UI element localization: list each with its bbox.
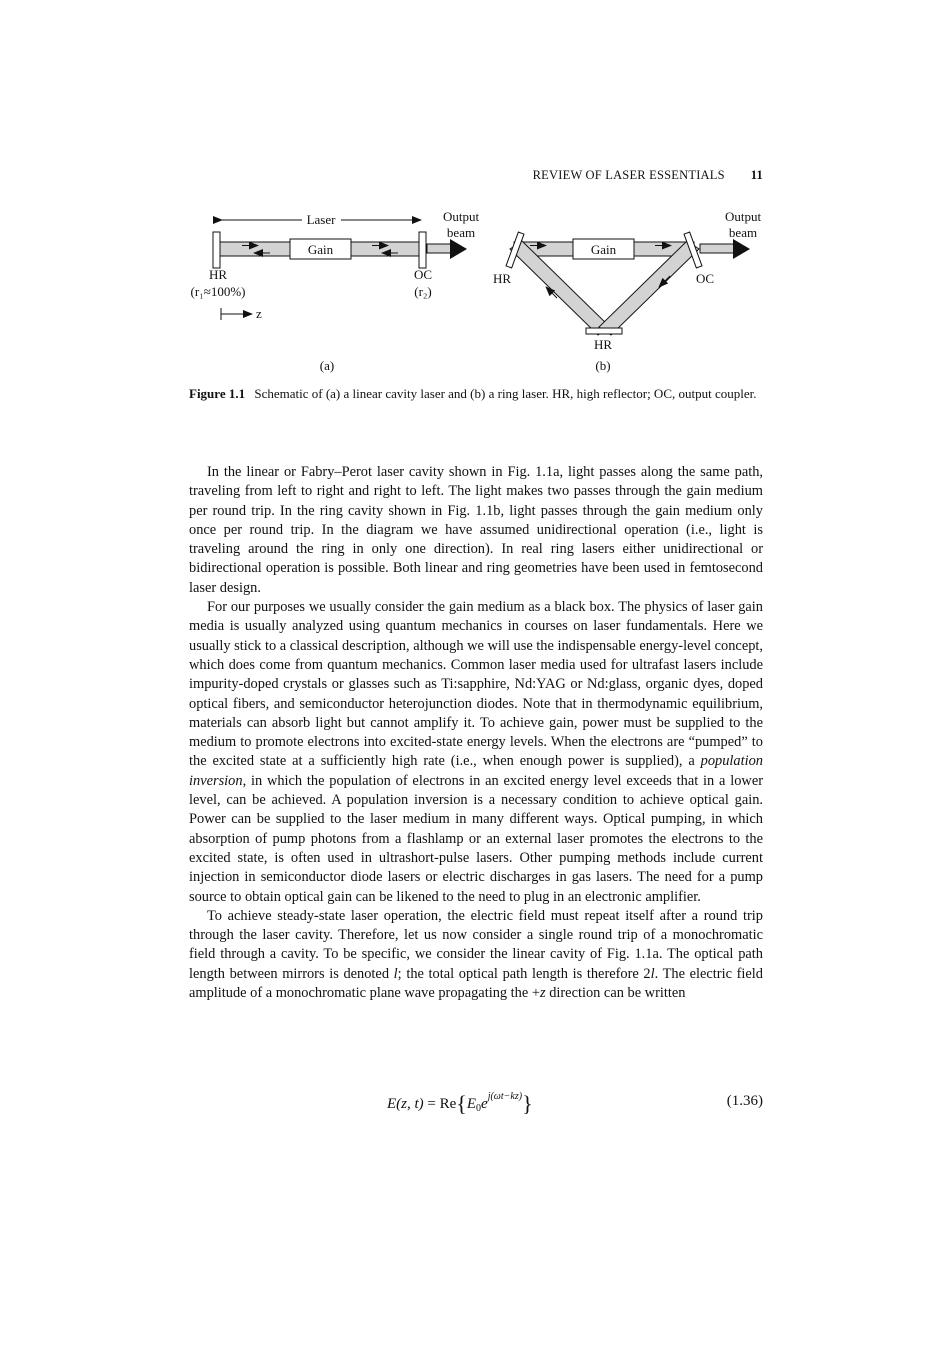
text-run: direction can be written (545, 985, 686, 1002)
eq-subscript: 0 (476, 1103, 482, 1114)
oc-label-b: OC (695, 271, 715, 286)
laser-cavity-diagram (0, 200, 952, 380)
page-number: 11 (750, 168, 763, 182)
panel-b-label: (b) (595, 358, 611, 373)
text-run: To achieve steady-state laser operation, the electric field must repeat itself after a round trip through the laser cavity. Therefore, let us now consider a single round trip of a monochromatic field through a cavity. To be specific, we consider the linear cavity of Fig. 1.1a. The optical path length between mirrors is denoted (189, 907, 763, 982)
math-var: l (393, 965, 398, 982)
paragraph (189, 598, 763, 907)
eq-brace-close: } (522, 1091, 533, 1116)
hr-left-label-b: HR (492, 271, 512, 286)
emphasis-term: population inversion (189, 753, 763, 789)
hr-mirror-bottom-b (586, 328, 622, 334)
oc-mirror-a (419, 232, 426, 268)
oc-label-a: OC (413, 267, 433, 282)
figure-1-1 (0, 200, 952, 380)
eq-operator: = Re (423, 1096, 457, 1112)
output-label-line1-a: Output (442, 209, 480, 224)
math-var: z (539, 985, 546, 1002)
output-beam-b (700, 244, 734, 253)
panel-a-label: (a) (319, 358, 335, 373)
eq-exponent: j(ωt−kz) (487, 1091, 523, 1102)
laser-label: Laser (306, 212, 336, 227)
text-run: For our purposes we usually consider the gain medium as a black box. The physics of laser gain media is usually analyzed using quantum mechanics in courses on laser fundamentals. Here we usually stick to a classical description, although we will use the indispensable energy-level concept, which does come from quantum mechanics. Common laser media used for ultrafast lasers include impurity-doped crystals or glasses such as Ti:sapphire, Nd:YAG or Nd:glass, organic dyes, doped optical fibers, and semiconductor heterojunction diodes. Note that in thermodynamic equilibrium, materials can absorb light but cannot amplify it. To achieve gain, power must be supplied to the medium to promote electrons into excited-state energy levels. When the electrons are “pumped” to the excited state at a sufficiently high rate (i.e., when enough power is supplied), a (189, 599, 764, 770)
paragraph (189, 907, 763, 1003)
z-axis-label: z (256, 306, 262, 321)
eq-symbol: e (481, 1096, 488, 1112)
gain-label-b: Gain (590, 242, 617, 257)
eq-brace-open: { (456, 1091, 467, 1116)
figure-caption (189, 385, 763, 403)
text-run: . The electric field amplitude of a monochromatic plane wave propagating the + (189, 965, 763, 1002)
running-head (189, 168, 763, 183)
equation-1-36 (189, 1087, 763, 1121)
eq-args: (z, t) (396, 1096, 424, 1112)
output-arrow-icon (450, 239, 467, 259)
eq-symbol: E (387, 1096, 397, 1112)
caption-text: Schematic of (a) a linear cavity laser and (b) a ring laser. HR, high reflector; OC, output coupler. (254, 386, 757, 401)
hr-mirror-a (213, 232, 220, 268)
text-run: ; the total optical path length is therefore 2 (397, 965, 651, 982)
math-var: l (650, 965, 655, 982)
oc-reflectivity-label: (r₂) (414, 284, 432, 299)
output-label-line2-a: beam (446, 225, 476, 240)
body-text (189, 463, 763, 1003)
panel-a-linear-cavity (191, 209, 480, 373)
output-beam-a (427, 244, 451, 253)
paragraph: In the linear or Fabry–Perot laser cavity shown in Fig. 1.1a, light passes along the same path, traveling from left to right and right to left. The light makes two passes through the gain medium per round trip. In the ring cavity shown in Fig. 1.1b, light passes through the gain medium only once per round trip. In the diagram we have assumed unidirectional operation (i.e., light is traveling around the ring in only one direction). In real ring lasers either unidirectional or bidirectional operation is possible. Both linear and ring geometries have been used in femtosecond laser design. (189, 464, 763, 596)
equation-body (387, 1091, 533, 1117)
output-label-line2-b: beam (728, 225, 758, 240)
text-run: , in which the population of electrons in an excited energy level exceeds that in a lower level, can be achieved. A population inversion is a necessary condition to achieve optical gain. Power can be supplied to the laser medium in many different ways. Optical pumping, in which absorption of pump photons from a flashlamp or an external laser promotes the electrons to the excited state, is often used in ultrashort-pulse lasers. Other pumping methods include current injection in semiconductor diode lasers or electric discharges in gas lasers. The need for a pump source to obtain optical gain can be likened to the need to plug in an electronic amplifier. (189, 772, 763, 905)
output-label-line1-b: Output (724, 209, 762, 224)
panel-b-ring-cavity (493, 209, 761, 373)
hr-label-a: HR (208, 267, 228, 282)
hr-reflectivity-label: (r₁≈100%) (190, 284, 246, 299)
running-title: REVIEW OF LASER ESSENTIALS (532, 168, 725, 182)
caption-label: Figure 1.1 (189, 386, 246, 401)
eq-symbol: E (466, 1096, 477, 1112)
gain-label-a: Gain (307, 242, 334, 257)
equation-number: (1.36) (726, 1093, 763, 1109)
hr-bottom-label-b: HR (593, 337, 613, 352)
output-arrow-icon (733, 239, 750, 259)
